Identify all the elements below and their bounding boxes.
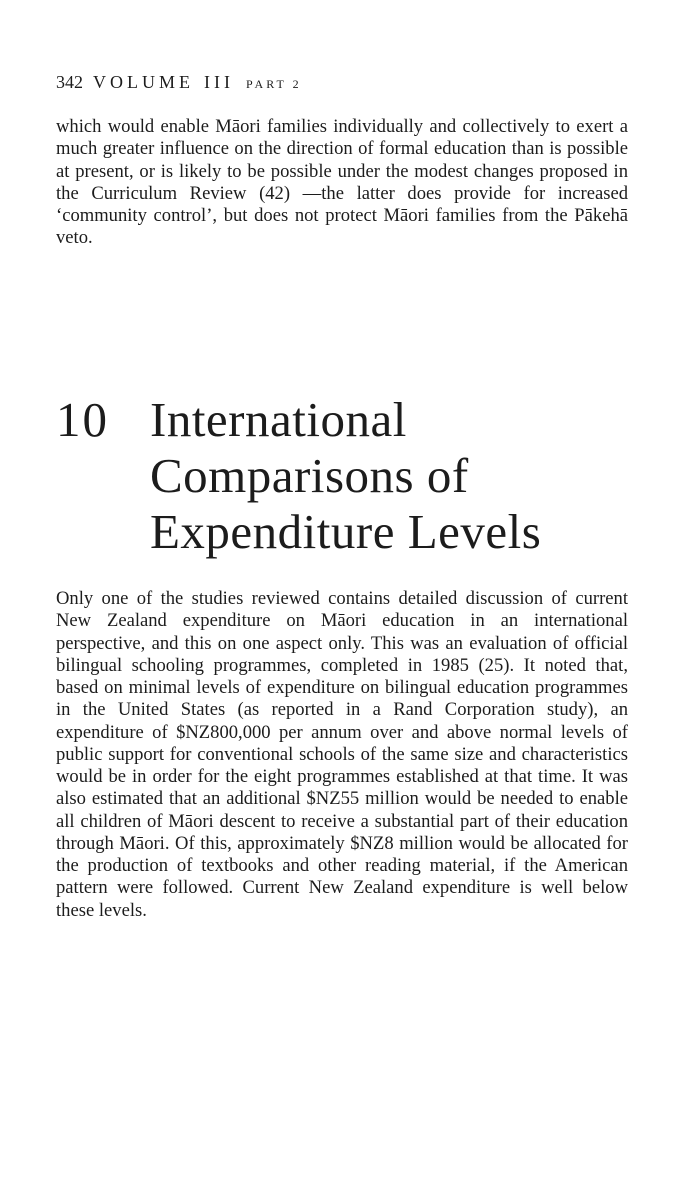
- volume-number: III: [204, 72, 234, 92]
- body-paragraph: Only one of the studies reviewed contains detailed discussion of current New Zealand expenditure on Māori education in an international perspective, and this on one aspect only. This was an evaluation of official bilingual schooling programmes, completed in 1985 (25). It noted that, based on minimal levels of expenditure on bilingual education programmes in the United States (as reported in a Rand Corporation study), an expenditure of $NZ800,000 per annum over and above normal levels of public support for conventional schools of the same size and characteristics would be in order for the eight programmes established at that time. It was also estimated that an additional $NZ55 million would be needed to enable all children of Māori descent to receive a substantial part of their education through Māori. Of this, approximately $NZ8 million would be allocated for the production of textbooks and other reading material, if the American pattern were followed. Current New Zealand expenditure is well below these levels.: [56, 588, 628, 921]
- continued-paragraph: which would enable Māori families individually and collectively to exert a much greater influence on the direction of formal education than is possible at present, or is likely to be possible under the modest changes proposed in the Curriculum Review (42) —the latter does provide for increased ‘community control’, but does not protect Māori families from the Pākehā veto.: [56, 116, 628, 249]
- running-head: [56, 72, 302, 93]
- page-number: 342: [56, 72, 83, 92]
- part-label: PART 2: [245, 77, 302, 91]
- volume-label: VOLUME: [93, 72, 194, 92]
- chapter-number: 10: [56, 392, 109, 447]
- chapter-title: International Comparisons of Expenditure Levels: [150, 392, 542, 559]
